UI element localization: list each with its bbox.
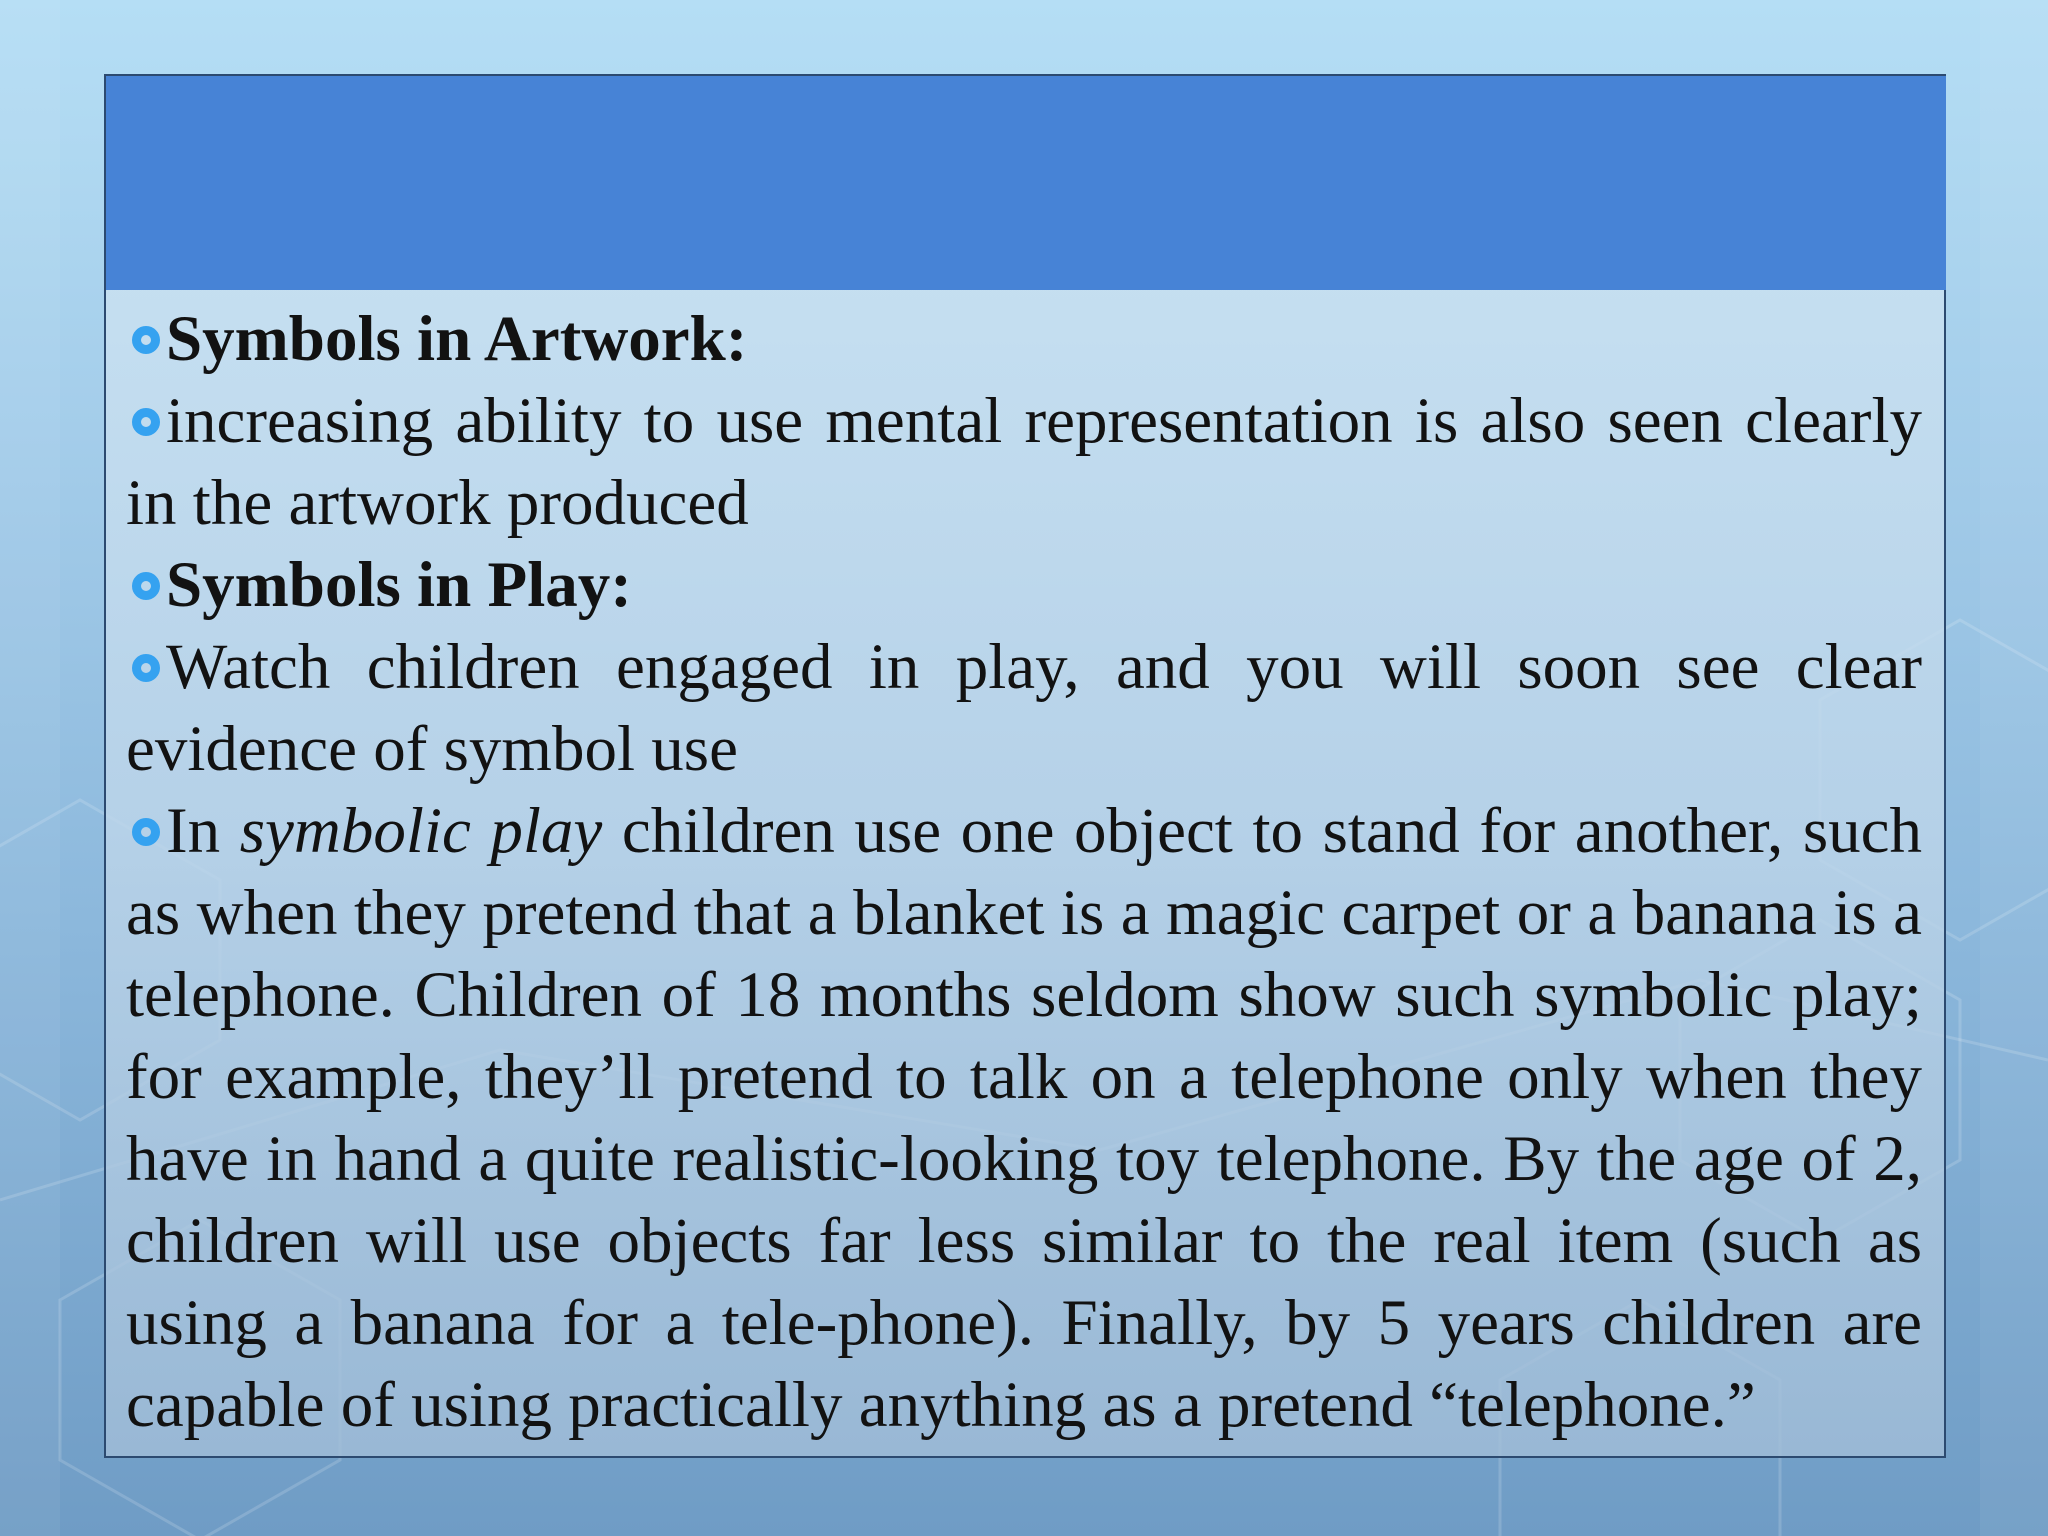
ring-bullet-icon (132, 326, 160, 354)
paragraph-artwork-text (126, 380, 1922, 544)
term-symbolic-play: symbolic play (239, 795, 603, 867)
text-artwork: increasing ability to use mental representation is also seen clearly in the artwork produced (126, 385, 1922, 539)
text-symbolic-intro: In (166, 795, 240, 867)
heading-symbols-in-play: Symbols in Play: (166, 549, 632, 621)
ring-bullet-icon (132, 818, 160, 846)
text-play: Watch children engaged in play, and you will soon see clear evidence of symbol use (126, 631, 1922, 785)
paragraph-play-heading (126, 544, 1922, 626)
ring-bullet-icon (132, 654, 160, 682)
ring-bullet-icon (132, 408, 160, 436)
title-bar (106, 76, 1946, 290)
paragraph-play-text (126, 626, 1922, 790)
heading-symbols-in-artwork: Symbols in Artwork: (166, 303, 748, 375)
paragraph-artwork-heading (126, 298, 1922, 380)
paragraph-symbolic-play (126, 790, 1922, 1446)
slide-body (126, 298, 1922, 1446)
text-symbolic-rest: children use one object to stand for another, such as when they pretend that a blanket is a magic carpet or a banana is a telephone. Children of 18 months seldom show such symbolic play; for example, they’ll pretend to talk on a telephone only when they have in hand a quite realistic-looking toy telephone. By the age of 2, children will use objects far less similar to the real item (such as using a banana for a tele-phone). Finally, by 5 years children are capable of using practically anything as a pretend “telephone.” (126, 795, 1923, 1441)
ring-bullet-icon (132, 572, 160, 600)
